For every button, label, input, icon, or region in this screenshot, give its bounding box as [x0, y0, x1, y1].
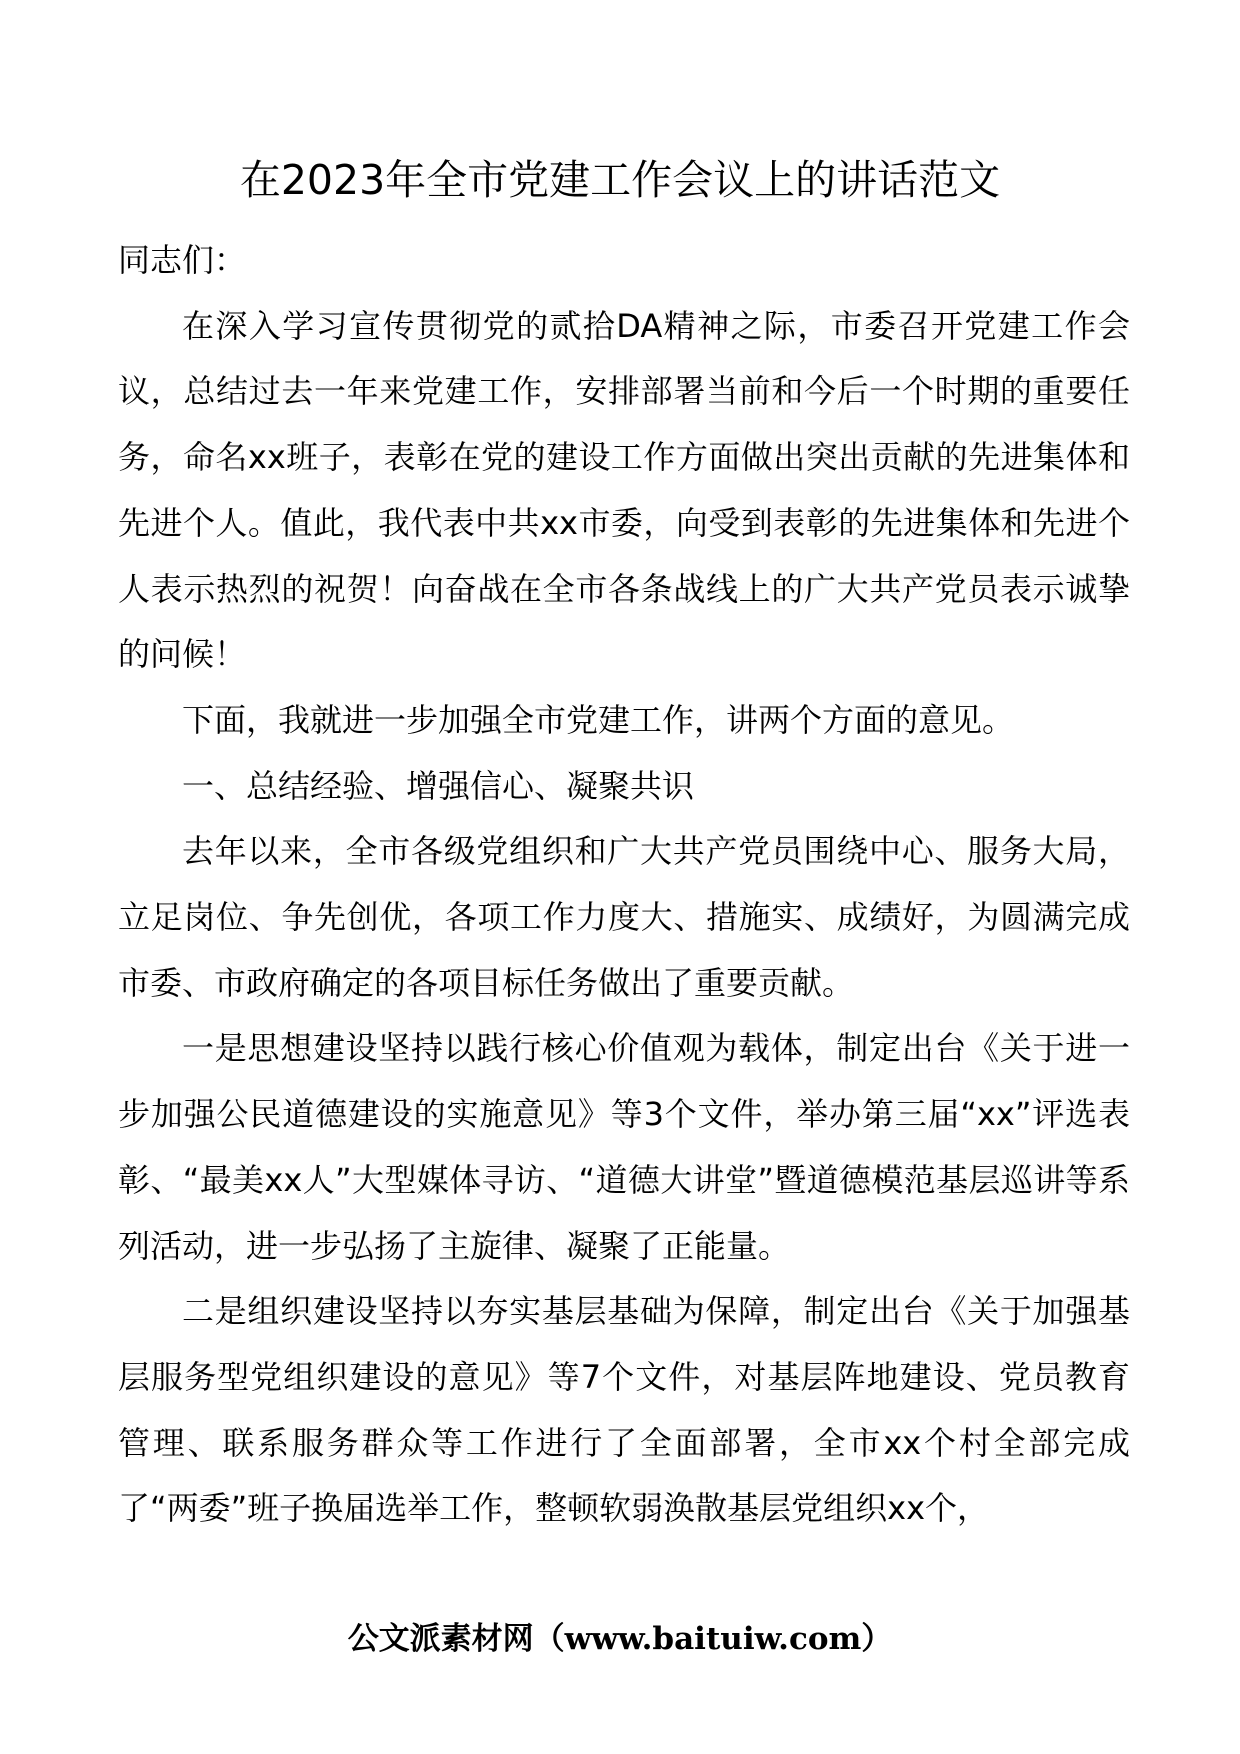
- paragraph-intro: 下面，我就进一步加强全市党建工作，讲两个方面的意见。: [182, 700, 1015, 739]
- paragraph-organization: 二是组织建设坚持以夯实基层基础为保障，制定出台《关于加强基层服务型党组织建设的意见》等7个文件，对基层阵地建设、党员教育管理、联系服务群众等工作进行了全面部署，全市xx个村全部完成了“两委”班子换届选举工作，整顿软弱涣散基层党组织xx个，: [118, 1292, 1130, 1528]
- document-title: 在2023年全市党建工作会议上的讲话范文: [239, 156, 1001, 204]
- section-heading: 一、总结经验、增强信心、凝聚共识: [182, 766, 695, 805]
- salutation: 同志们：: [118, 241, 247, 279]
- paragraph-summary: 去年以来，全市各级党组织和广大共产党员围绕中心、服务大局，立足岗位、争先创优，各项工作力度大、措施实、成绩好，为圆满完成市委、市政府确定的各项目标任务做出了重要贡献。: [118, 832, 1130, 1002]
- paragraph-ideology: 一是思想建设坚持以践行核心价值观为载体，制定出台《关于进一步加强公民道德建设的实施意见》等3个文件，举办第三届“xx”评选表彰、“最美xx人”大型媒体寻访、“道德大讲堂”暨道德模范基层巡讲等系列活动，进一步弘扬了主旋律、凝聚了正能量。: [118, 1029, 1130, 1265]
- document-body: [118, 228, 1130, 1542]
- footer-watermark: 公文派素材网（www.baituiw.com）: [347, 1621, 893, 1657]
- paragraph-opening: 在深入学习宣传贯彻党的贰拾DA精神之际，市委召开党建工作会议，总结过去一年来党建工作，安排部署当前和今后一个时期的重要任务，命名xx班子，表彰在党的建设工作方面做出突出贡献的先进集体和先进个人。值此，我代表中共xx市委，向受到表彰的先进集体和先进个人表示热烈的祝贺！向奋战在全市各条战线上的广大共产党员表示诚挚的问候！: [118, 306, 1130, 674]
